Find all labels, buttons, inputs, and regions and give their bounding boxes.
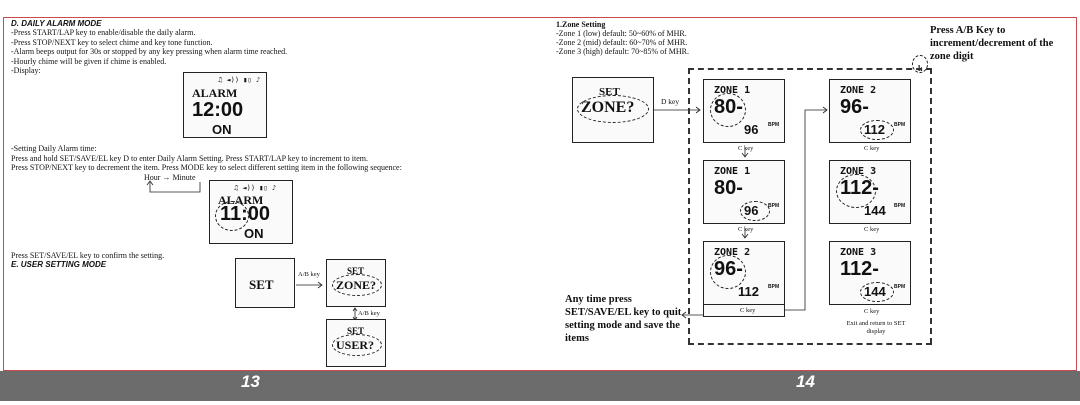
- flow-border-bottom: [688, 343, 932, 345]
- hour-highlight-oval: [215, 201, 249, 231]
- zone-highlight-oval: [332, 274, 382, 296]
- setting-line: Press STOP/NEXT key to decrement the item. Press MODE key to select different setting item in the following sequence:: [11, 163, 402, 172]
- page-number-left: 13: [241, 372, 260, 391]
- set-display: [235, 258, 295, 308]
- zone-small-value: 96: [744, 203, 759, 218]
- set-label: SET: [347, 266, 365, 276]
- flow-border-top: [688, 68, 932, 70]
- k-marker: k: [918, 64, 923, 73]
- zone-big-value: 112-: [840, 258, 879, 280]
- any-time-note: Any time press SET/SAVE/EL key to quit setting mode and save the items: [565, 294, 682, 344]
- d-line: -Press START/LAP key to enable/disable the daily alarm.: [11, 28, 196, 37]
- footer-bar: [0, 371, 1080, 401]
- zone-small-value: 96: [744, 122, 759, 137]
- c-key-label: C key: [864, 308, 880, 315]
- alarm-label: ALARM: [218, 193, 264, 207]
- zone-label: ZONE 1: [714, 166, 751, 177]
- setting-line: Press and hold SET/SAVE/EL key D to enter Daily Alarm Setting. Press START/LAP key to increment to item.: [11, 153, 368, 163]
- user-highlight-oval: [332, 334, 382, 356]
- zone-setting-title: 1.Zone Setting: [556, 20, 606, 29]
- c-key-label: C key: [740, 307, 756, 314]
- k-marker-ring: [912, 55, 928, 73]
- d-line: -Display:: [11, 66, 41, 75]
- down-arrows-col1: [740, 141, 750, 321]
- zone-line: -Zone 1 (low) default: 50~60% of MHR.: [556, 29, 687, 38]
- c-key-label: C key: [738, 145, 754, 152]
- bpm-label: BPM: [894, 122, 906, 128]
- zone-highlight-oval: [577, 95, 649, 123]
- c-key-label: C key: [864, 226, 880, 233]
- set-label: SET: [347, 326, 365, 336]
- flow-border-left: [688, 68, 690, 344]
- alarm-state: ON: [244, 226, 264, 241]
- ab-key-label: A/B key: [358, 310, 380, 317]
- display-status-icons: ♫ ◄)) ▮▯ ♪: [234, 184, 277, 192]
- set-label: SET: [599, 86, 620, 98]
- setting-line: -Setting Daily Alarm time:: [11, 144, 97, 153]
- set-zone-display: [326, 259, 386, 307]
- d-line: -Press STOP/NEXT key to select chime and key tone function.: [11, 37, 213, 47]
- zone-panel: [829, 79, 911, 143]
- set-label: SET: [249, 277, 274, 292]
- user-question: USER?: [336, 338, 375, 352]
- column-connectors: [785, 100, 831, 330]
- zone-panel: [829, 241, 911, 305]
- alarm-display-1: [183, 72, 267, 138]
- digit-highlight-oval: [860, 120, 894, 140]
- flow-border-right: [930, 68, 932, 344]
- zone-big-value: 80-: [714, 177, 743, 199]
- alarm-label: ALARM: [192, 86, 238, 100]
- zone-small-value: 144: [864, 203, 886, 218]
- bpm-label: BPM: [768, 122, 780, 128]
- zone-small-value: 112: [864, 122, 885, 137]
- d-line: -Alarm beeps output for 30s or stopped by any key pressing when alarm time reached.: [11, 47, 288, 56]
- set-zone-display: [572, 77, 654, 143]
- bpm-label: BPM: [768, 284, 780, 290]
- zone-label: ZONE 1: [714, 85, 751, 96]
- alarm-display-2: [209, 180, 293, 244]
- c-key-label: C key: [864, 145, 880, 152]
- zone-big-value: 80-: [714, 96, 743, 118]
- set-user-display: [326, 319, 386, 367]
- ab-key-label: A/B key: [298, 271, 320, 278]
- zone-line: -Zone 2 (mid) default: 60~70% of MHR.: [556, 38, 688, 47]
- digit-highlight-oval: [710, 93, 746, 127]
- zone-label: ZONE 2: [840, 85, 877, 96]
- exit-note: Exit and return to SET display: [846, 320, 906, 335]
- sequence-return-arrow: [140, 178, 220, 198]
- page-number-right: 14: [796, 372, 815, 391]
- digit-highlight-oval: [836, 174, 876, 208]
- c-key-label: C key: [738, 226, 754, 233]
- zone-label: ZONE 2: [714, 247, 751, 258]
- zone-label: ZONE 3: [840, 166, 877, 177]
- hour-minute-sequence: Hour → Minute: [144, 173, 196, 182]
- zone-panel: [829, 160, 911, 224]
- d-key-arrow: [654, 105, 704, 115]
- d-key-label: D key: [661, 97, 680, 106]
- section-e-title: E. USER SETTING MODE: [11, 260, 107, 269]
- zone-line: -Zone 3 (high) default: 70~85% of MHR.: [556, 47, 689, 56]
- press-ab-note: Press A/B Key to increment/decrement of the zone digit: [930, 25, 1054, 62]
- zone-panel: [703, 79, 785, 143]
- bpm-label: BPM: [768, 203, 780, 209]
- zone-question: ZONE?: [336, 278, 377, 292]
- zone-label: ZONE 3: [840, 247, 877, 258]
- display-status-icons: ♫ ◄)) ▮▯ ♪: [218, 76, 261, 84]
- zone-question: ZONE?: [581, 99, 635, 116]
- confirm-line: Press SET/SAVE/EL key to confirm the setting.: [11, 251, 165, 260]
- arrow-to-zone: [296, 280, 326, 290]
- section-d-title: D. DAILY ALARM MODE: [11, 19, 102, 28]
- alarm-state: ON: [212, 122, 232, 137]
- digit-highlight-oval: [860, 282, 894, 302]
- quit-arrow: [680, 310, 708, 320]
- zone-big-value: 96-: [840, 96, 869, 118]
- d-line: -Hourly chime will be given if chime is enabled.: [11, 56, 167, 66]
- zone-small-value: 144: [864, 284, 886, 299]
- alarm-time: 11:00: [220, 203, 271, 225]
- zone-big-value: 96-: [714, 258, 743, 280]
- bpm-label: BPM: [894, 284, 906, 290]
- alarm-time: 12:00: [192, 99, 244, 121]
- zone-big-value: 112-: [840, 177, 879, 199]
- zone-small-value: 112: [738, 284, 759, 299]
- bpm-label: BPM: [894, 203, 906, 209]
